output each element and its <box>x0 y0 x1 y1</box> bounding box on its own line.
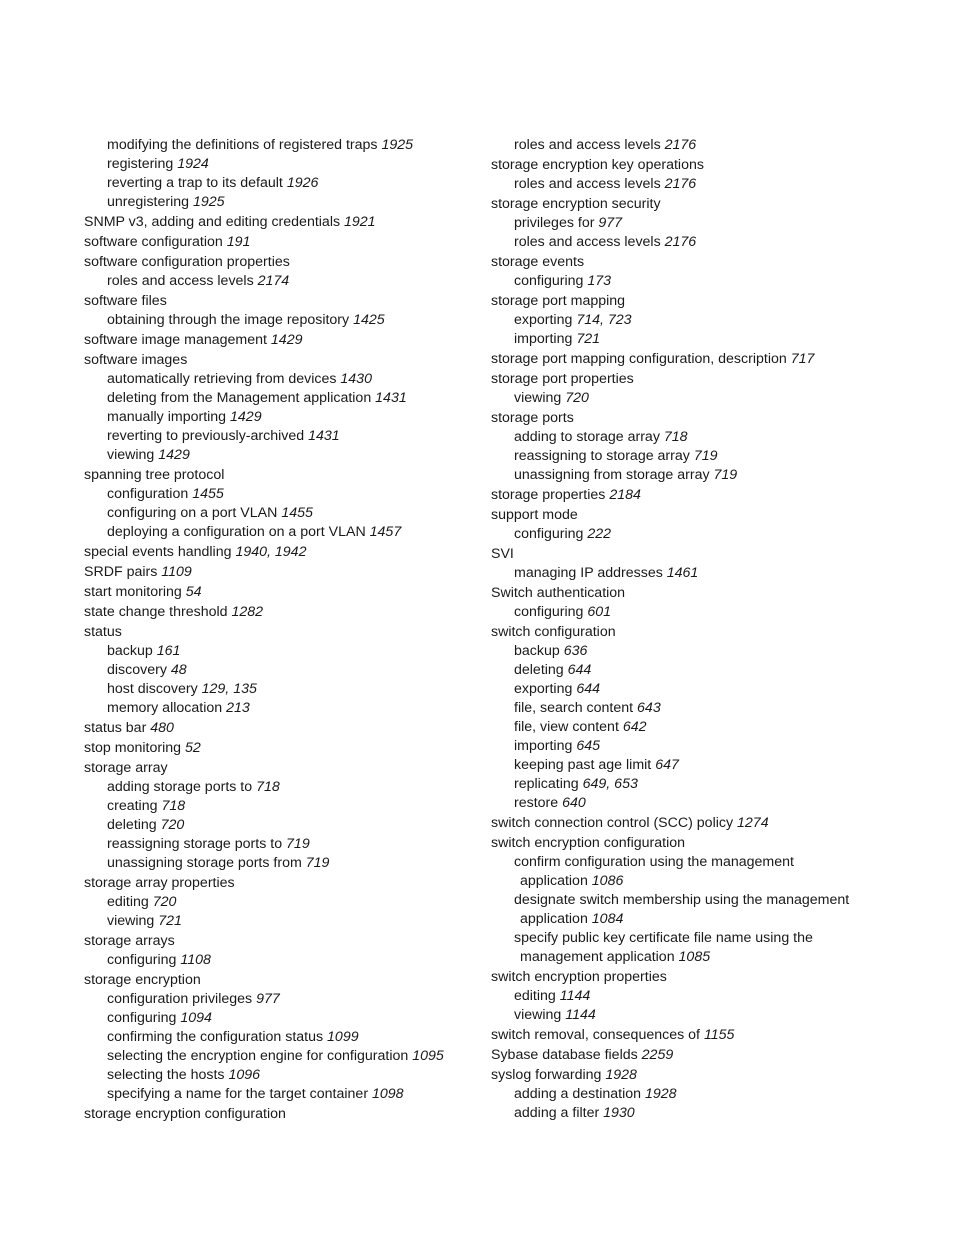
index-term: deploying a configuration on a port VLAN <box>107 524 366 540</box>
page-reference[interactable]: 977 <box>598 215 623 231</box>
index-column-right <box>491 136 891 1122</box>
index-term: discovery <box>107 662 167 678</box>
page-reference[interactable]: 720 <box>565 390 589 406</box>
index-term: reassigning to storage array <box>514 448 690 464</box>
index-term: specifying a name for the target container <box>107 1086 369 1102</box>
index-term: configuring <box>514 526 584 542</box>
index-subentry <box>84 523 476 541</box>
index-subentry <box>84 816 476 834</box>
index-subentry <box>491 680 891 698</box>
index-term: storage arrays <box>84 933 175 949</box>
page-reference[interactable]: 1109 <box>161 564 192 580</box>
page-reference[interactable]: 1099 <box>327 1029 359 1045</box>
page-reference[interactable]: 1461 <box>666 565 699 581</box>
index-term: support mode <box>491 507 578 523</box>
page-reference[interactable]: 1144 <box>559 988 591 1004</box>
page-reference[interactable]: 48 <box>170 662 187 678</box>
index-term: switch encryption configuration <box>491 835 685 851</box>
index-entry <box>84 563 476 581</box>
index-term: application <box>520 873 588 889</box>
page-reference[interactable]: 1925 <box>192 194 225 210</box>
index-term: adding to storage array <box>514 429 660 445</box>
index-term: reverting to previously-archived <box>107 428 305 444</box>
index-term: privileges for <box>514 215 595 231</box>
page-reference[interactable]: 129, 135 <box>201 681 257 697</box>
page-reference[interactable]: 1455 <box>192 486 224 502</box>
index-subentry <box>84 1085 476 1103</box>
index-entry <box>84 253 476 271</box>
page-reference[interactable]: 2176 <box>664 176 697 192</box>
index-entry <box>84 719 476 737</box>
page-reference[interactable]: 719 <box>693 448 718 464</box>
page-reference[interactable]: 1274 <box>737 815 769 831</box>
page-reference[interactable]: 647 <box>655 757 679 773</box>
index-entry <box>84 292 476 310</box>
index-subentry <box>84 680 476 698</box>
index-term: adding a destination <box>514 1086 642 1102</box>
index-subentry <box>84 485 476 503</box>
index-term: exporting <box>514 681 573 697</box>
index-subentry <box>491 775 891 793</box>
index-term: registering <box>107 156 174 172</box>
index-term: switch encryption properties <box>491 969 667 985</box>
index-term: SNMP v3, adding and editing credentials <box>84 214 341 230</box>
page-reference[interactable]: 1928 <box>644 1086 677 1102</box>
page-reference[interactable]: 1924 <box>177 156 209 172</box>
page-reference[interactable]: 1455 <box>281 505 313 521</box>
index-subentry <box>491 175 891 193</box>
index-term: adding storage ports to <box>107 779 253 795</box>
index-term: application <box>520 911 588 927</box>
index-subentry <box>491 1085 891 1103</box>
index-subentry <box>84 408 476 426</box>
index-term: selecting the encryption engine for configuration <box>107 1048 409 1064</box>
index-term: unassigning storage ports from <box>107 855 302 871</box>
index-subentry <box>84 642 476 660</box>
page-reference[interactable]: 222 <box>587 526 612 542</box>
page-reference[interactable]: 480 <box>150 720 174 736</box>
index-term: confirming the configuration status <box>107 1029 324 1045</box>
page-reference[interactable]: 52 <box>184 740 201 756</box>
index-term: roles and access levels <box>107 273 254 289</box>
index-subentry <box>84 951 476 969</box>
index-subentry <box>491 853 891 871</box>
index-term: switch connection control (SCC) policy <box>491 815 734 831</box>
page-reference[interactable]: 1940, 1942 <box>235 544 307 560</box>
index-term: roles and access levels <box>514 137 661 153</box>
index-entry <box>84 874 476 892</box>
index-subentry <box>491 428 891 446</box>
index-term: stop monitoring <box>84 740 181 756</box>
index-subentry-continuation <box>491 910 891 928</box>
index-term: obtaining through the image repository <box>107 312 350 328</box>
index-subentry <box>491 603 891 621</box>
index-entry <box>491 814 891 832</box>
index-subentry <box>491 311 891 329</box>
index-term: restore <box>514 795 559 811</box>
index-subentry <box>84 155 476 173</box>
page-reference[interactable]: 2184 <box>609 487 641 503</box>
page-reference[interactable]: 714, 723 <box>576 312 632 328</box>
page-reference[interactable]: 719 <box>286 836 310 852</box>
index-subentry <box>491 661 891 679</box>
index-term: configuring <box>514 273 584 289</box>
index-subentry <box>84 990 476 1008</box>
index-term: storage array <box>84 760 168 776</box>
page-reference[interactable]: 1429 <box>158 447 190 463</box>
index-term: configuration privileges <box>107 991 253 1007</box>
page-reference[interactable]: 2176 <box>664 234 697 250</box>
page-reference[interactable]: 643 <box>637 700 661 716</box>
page-reference[interactable]: 719 <box>305 855 330 871</box>
index-term: unregistering <box>107 194 190 210</box>
index-subentry <box>491 330 891 348</box>
index-term: storage properties <box>491 487 606 503</box>
index-entry <box>84 351 476 369</box>
page-reference[interactable]: 718 <box>256 779 280 795</box>
page-reference[interactable]: 1930 <box>603 1105 635 1121</box>
page-reference[interactable]: 1085 <box>678 949 711 965</box>
index-term: spanning tree protocol <box>84 467 225 483</box>
index-subentry <box>84 1028 476 1046</box>
index-term: automatically retrieving from devices <box>107 371 337 387</box>
index-term: storage encryption <box>84 972 201 988</box>
page-reference[interactable]: 718 <box>663 429 688 445</box>
index-subentry <box>84 504 476 522</box>
index-column-left <box>84 136 476 1123</box>
index-term: backup <box>514 643 560 659</box>
index-term: roles and access levels <box>514 234 661 250</box>
index-term: status <box>84 624 122 640</box>
page-reference[interactable]: 644 <box>576 681 600 697</box>
page-reference[interactable]: 2174 <box>257 273 290 289</box>
index-subentry <box>491 525 891 543</box>
index-entry <box>84 1105 476 1123</box>
index-subentry <box>491 136 891 154</box>
index-term: selecting the hosts <box>107 1067 225 1083</box>
index-entry <box>491 156 891 174</box>
index-term: reverting a trap to its default <box>107 175 283 191</box>
page-reference[interactable]: 640 <box>562 795 586 811</box>
page-reference[interactable]: 719 <box>713 467 738 483</box>
index-subentry <box>84 1009 476 1027</box>
index-term: storage array properties <box>84 875 235 891</box>
index-subentry <box>84 699 476 717</box>
page-reference[interactable]: 1457 <box>369 524 402 540</box>
page-reference[interactable]: 54 <box>185 584 202 600</box>
index-term: storage encryption configuration <box>84 1106 286 1122</box>
index-term: special events handling <box>84 544 232 560</box>
index-term: viewing <box>514 390 562 406</box>
index-term: host discovery <box>107 681 198 697</box>
index-subentry <box>84 446 476 464</box>
index-term: syslog forwarding <box>491 1067 602 1083</box>
index-subentry <box>491 214 891 232</box>
index-term: switch removal, consequences of <box>491 1027 700 1043</box>
index-term: configuring on a port VLAN <box>107 505 278 521</box>
index-term: editing <box>514 988 556 1004</box>
index-term: creating <box>107 798 158 814</box>
index-subentry <box>84 427 476 445</box>
page-reference[interactable]: 1155 <box>703 1027 735 1043</box>
index-term: storage port properties <box>491 371 634 387</box>
page-reference[interactable]: 717 <box>790 351 815 367</box>
page-reference[interactable]: 1425 <box>353 312 385 328</box>
index-term: file, search content <box>514 700 634 716</box>
index-subentry <box>491 756 891 774</box>
index-subentry <box>84 174 476 192</box>
index-subentry <box>491 642 891 660</box>
index-entry <box>84 932 476 950</box>
index-term: configuration <box>107 486 189 502</box>
page-reference[interactable]: 161 <box>156 643 181 659</box>
index-term: viewing <box>107 447 155 463</box>
index-term: Sybase database fields <box>491 1047 638 1063</box>
index-subentry-continuation <box>491 948 891 966</box>
index-term: reassigning storage ports to <box>107 836 283 852</box>
page-reference[interactable]: 2259 <box>641 1047 674 1063</box>
page-reference[interactable]: 1921 <box>344 214 376 230</box>
index-term: storage events <box>491 254 585 270</box>
index-entry <box>491 292 891 310</box>
page-reference[interactable]: 1095 <box>412 1048 444 1064</box>
index-subentry <box>84 912 476 930</box>
index-entry <box>84 759 476 777</box>
index-entry <box>491 623 891 641</box>
page-reference[interactable]: 642 <box>622 719 647 735</box>
index-term: SRDF pairs <box>84 564 158 580</box>
index-subentry <box>84 370 476 388</box>
page-reference[interactable]: 718 <box>161 798 186 814</box>
index-term: designate switch membership using the management <box>514 892 850 908</box>
index-subentry <box>491 233 891 251</box>
index-term: viewing <box>514 1007 562 1023</box>
index-subentry <box>84 389 476 407</box>
index-term: importing <box>514 738 573 754</box>
index-term: backup <box>107 643 153 659</box>
index-term: storage port mapping configuration, description <box>491 351 787 367</box>
index-term: state change threshold <box>84 604 228 620</box>
index-entry <box>491 1066 891 1084</box>
index-entry <box>491 486 891 504</box>
page-reference[interactable]: 720 <box>152 894 177 910</box>
page-reference[interactable]: 1928 <box>605 1067 637 1083</box>
page-reference[interactable]: 213 <box>226 700 250 716</box>
index-entry <box>491 195 891 213</box>
index-subentry <box>84 778 476 796</box>
index-term: Switch authentication <box>491 585 626 601</box>
index-subentry <box>84 854 476 872</box>
index-subentry <box>84 272 476 290</box>
page-reference[interactable]: 1282 <box>231 604 264 620</box>
index-entry <box>491 370 891 388</box>
index-entry <box>84 543 476 561</box>
index-subentry <box>84 893 476 911</box>
index-term: start monitoring <box>84 584 182 600</box>
index-entry <box>84 623 476 641</box>
index-subentry <box>491 272 891 290</box>
page-reference[interactable]: 636 <box>563 643 588 659</box>
page-reference[interactable]: 649, 653 <box>582 776 638 792</box>
index-term: software configuration <box>84 234 223 250</box>
index-term: management application <box>520 949 675 965</box>
page-reference[interactable]: 1430 <box>340 371 372 387</box>
index-term: viewing <box>107 913 155 929</box>
page-reference[interactable]: 1431 <box>308 428 340 444</box>
index-subentry <box>84 1047 476 1065</box>
index-term: storage port mapping <box>491 293 626 309</box>
index-term: managing IP addresses <box>514 565 663 581</box>
index-term: storage encryption key operations <box>491 157 704 173</box>
page-reference[interactable]: 1925 <box>381 137 414 153</box>
index-entry <box>84 233 476 251</box>
index-term: deleting <box>514 662 564 678</box>
index-subentry <box>491 929 891 947</box>
page-reference[interactable]: 1108 <box>180 952 211 968</box>
index-entry <box>491 834 891 852</box>
index-term: specify public key certificate file name using the <box>514 930 813 946</box>
index-term: deleting from the Management application <box>107 390 372 406</box>
index-term: manually importing <box>107 409 227 425</box>
index-subentry <box>84 1066 476 1084</box>
index-subentry <box>491 1006 891 1024</box>
index-term: editing <box>107 894 149 910</box>
index-subentry <box>491 466 891 484</box>
index-term: SVI <box>491 546 514 562</box>
index-entry <box>491 506 891 524</box>
index-term: software files <box>84 293 167 309</box>
index-subentry <box>491 987 891 1005</box>
index-term: roles and access levels <box>514 176 661 192</box>
index-term: unassigning from storage array <box>514 467 710 483</box>
index-term: configuring <box>107 1010 177 1026</box>
index-subentry <box>84 797 476 815</box>
index-entry <box>84 583 476 601</box>
index-entry <box>84 466 476 484</box>
page-reference[interactable]: 173 <box>587 273 612 289</box>
page-reference[interactable]: 191 <box>226 234 251 250</box>
page-reference[interactable]: 645 <box>576 738 600 754</box>
index-entry <box>491 253 891 271</box>
page-reference[interactable]: 644 <box>567 662 592 678</box>
index-entry <box>491 409 891 427</box>
page-reference[interactable]: 1094 <box>180 1010 212 1026</box>
page-reference[interactable]: 1431 <box>375 390 407 406</box>
index-term: status bar <box>84 720 147 736</box>
page-reference[interactable]: 1086 <box>591 873 624 889</box>
index-term: configuring <box>107 952 177 968</box>
index-term: confirm configuration using the management <box>514 854 794 870</box>
index-term: file, view content <box>514 719 619 735</box>
index-subentry <box>84 835 476 853</box>
index-term: storage ports <box>491 410 574 426</box>
index-subentry <box>84 136 476 154</box>
page-reference[interactable]: 2176 <box>664 137 697 153</box>
index-subentry <box>491 699 891 717</box>
index-entry <box>491 350 891 368</box>
page-reference[interactable]: 721 <box>576 331 600 347</box>
index-entry <box>84 213 476 231</box>
index-entry <box>84 971 476 989</box>
page-reference[interactable]: 601 <box>587 604 612 620</box>
page-reference[interactable]: 1926 <box>286 175 319 191</box>
index-term: exporting <box>514 312 573 328</box>
page-reference[interactable]: 721 <box>158 913 182 929</box>
index-entry <box>84 331 476 349</box>
index-subentry <box>84 311 476 329</box>
index-subentry <box>491 1104 891 1122</box>
index-term: memory allocation <box>107 700 223 716</box>
index-subentry <box>84 661 476 679</box>
index-entry <box>84 603 476 621</box>
index-term: storage encryption security <box>491 196 661 212</box>
index-term: keeping past age limit <box>514 757 652 773</box>
index-subentry <box>491 794 891 812</box>
index-entry <box>491 545 891 563</box>
index-subentry <box>84 193 476 211</box>
index-entry <box>491 584 891 602</box>
index-term: software image management <box>84 332 267 348</box>
index-subentry-continuation <box>491 872 891 890</box>
index-term: modifying the definitions of registered traps <box>107 137 378 153</box>
index-entry <box>84 739 476 757</box>
index-term: configuring <box>514 604 584 620</box>
page-reference[interactable]: 977 <box>256 991 280 1007</box>
index-term: switch configuration <box>491 624 616 640</box>
page-reference[interactable]: 1098 <box>372 1086 404 1102</box>
index-term: deleting <box>107 817 157 833</box>
page-reference[interactable]: 720 <box>160 817 185 833</box>
index-entry <box>491 1046 891 1064</box>
index-subentry <box>491 718 891 736</box>
index-subentry <box>491 447 891 465</box>
index-term: software images <box>84 352 188 368</box>
page-reference[interactable]: 1096 <box>228 1067 261 1083</box>
page-reference[interactable]: 1429 <box>270 332 303 348</box>
index-term: software configuration properties <box>84 254 290 270</box>
page-reference[interactable]: 1144 <box>565 1007 596 1023</box>
page-reference[interactable]: 1084 <box>591 911 624 927</box>
index-term: replicating <box>514 776 579 792</box>
index-term: importing <box>514 331 573 347</box>
index-subentry <box>491 737 891 755</box>
index-subentry <box>491 389 891 407</box>
index-term: adding a filter <box>514 1105 600 1121</box>
page-reference[interactable]: 1429 <box>230 409 262 425</box>
index-subentry <box>491 564 891 582</box>
index-entry <box>491 1026 891 1044</box>
index-entry <box>491 968 891 986</box>
index-subentry <box>491 891 891 909</box>
